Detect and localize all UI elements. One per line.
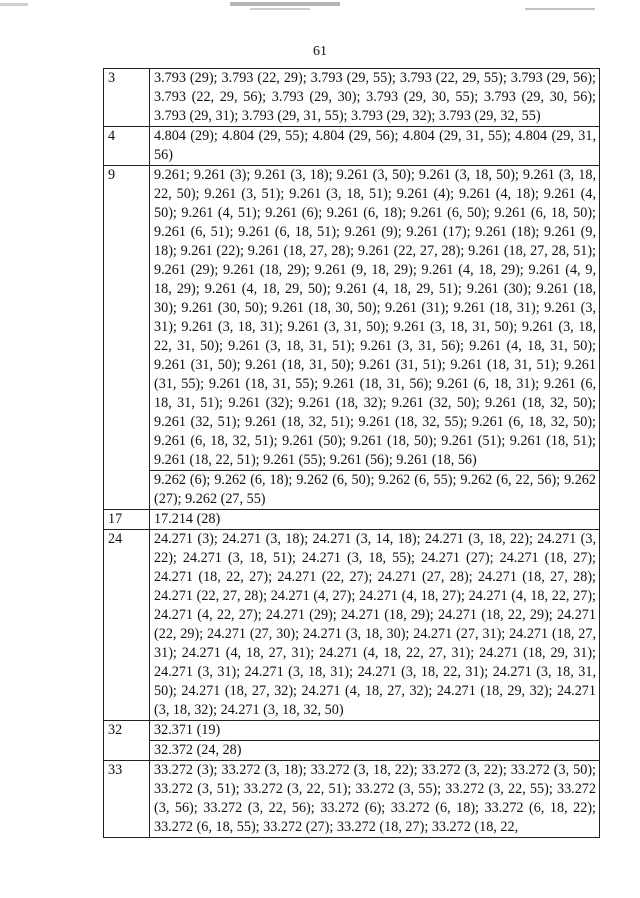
row-values: 9.262 (6); 9.262 (6, 18); 9.262 (6, 50); 9.262 (6, 55); 9.262 (6, 22, 56); 9.262 (27); 9.262 (27, 55) [150, 471, 600, 510]
row-values: 33.272 (3); 33.272 (3, 18); 33.272 (3, 18, 22); 33.272 (3, 22); 33.272 (3, 50); 33.272 (3, 51); 33.272 (3, 22, 51); 33.272 (3, 55); 33.272 (3, 22, 55); 33.272 (3, 56); 33.272 (3, 22, 56); 33.272 (6); 33.272 (6, 18); 33.272 (6, 18, 22); 33.272 (6, 18, 55); 33.272 (27); 33.272 (18, 27); 33.272 (18, 22, [150, 761, 600, 838]
row-code: 17 [104, 510, 150, 530]
table-row [104, 471, 600, 510]
table-row [104, 530, 600, 721]
row-code: 32 [104, 721, 150, 761]
row-code: 9 [104, 166, 150, 510]
row-code: 4 [104, 127, 150, 166]
row-values: 3.793 (29); 3.793 (22, 29); 3.793 (29, 55); 3.793 (22, 29, 55); 3.793 (29, 56); 3.793 (22, 29, 56); 3.793 (29, 30); 3.793 (29, 30, 55); 3.793 (29, 30, 56); 3.793 (29, 31); 3.793 (29, 31, 55); 3.793 (29, 32); 3.793 (29, 32, 55) [150, 69, 600, 127]
row-values: 32.372 (24, 28) [150, 741, 600, 761]
row-values: 17.214 (28) [150, 510, 600, 530]
table-row [104, 741, 600, 761]
scan-artifacts [0, 0, 640, 14]
table-row [104, 69, 600, 127]
table-row [104, 761, 600, 838]
table-row [104, 166, 600, 471]
table-row [104, 510, 600, 530]
row-values: 24.271 (3); 24.271 (3, 18); 24.271 (3, 14, 18); 24.271 (3, 18, 22); 24.271 (3, 22); 24.271 (3, 18, 51); 24.271 (3, 18, 55); 24.271 (27); 24.271 (18, 27); 24.271 (18, 22, 27); 24.271 (22, 27); 24.271 (27, 28); 24.271 (18, 27, 28); 24.271 (22, 27, 28); 24.271 (4, 27); 24.271 (4, 18, 27); 24.271 (4, 18, 22, 27); 24.271 (4, 22, 27); 24.271 (29); 24.271 (18, 29); 24.271 (18, 22, 29); 24.271 (22, 29); 24.271 (27, 30); 24.271 (3, 18, 30); 24.271 (27, 31); 24.271 (18, 27, 31); 24.271 (4, 18, 27, 31); 24.271 (4, 18, 22, 27, 31); 24.271 (18, 29, 31); 24.271 (3, 31); 24.271 (3, 18, 31); 24.271 (3, 18, 22, 31); 24.271 (3, 18, 31, 50); 24.271 (18, 27, 32); 24.271 (4, 18, 27, 32); 24.271 (18, 29, 32); 24.271 (3, 18, 32); 24.271 (3, 18, 32, 50) [150, 530, 600, 721]
row-values: 32.371 (19) [150, 721, 600, 741]
scan-smudge [0, 3, 28, 6]
page-number: 61 [313, 44, 327, 59]
scan-smudge [230, 2, 340, 6]
row-code: 3 [104, 69, 150, 127]
table-row [104, 721, 600, 741]
table-row [104, 127, 600, 166]
scan-smudge [250, 8, 310, 10]
scan-smudge [525, 8, 595, 10]
row-code: 33 [104, 761, 150, 838]
code-table [103, 68, 600, 838]
row-code: 24 [104, 530, 150, 721]
row-values: 4.804 (29); 4.804 (29, 55); 4.804 (29, 56); 4.804 (29, 31, 55); 4.804 (29, 31, 56) [150, 127, 600, 166]
row-values: 9.261; 9.261 (3); 9.261 (3, 18); 9.261 (3, 50); 9.261 (3, 18, 50); 9.261 (3, 18, 22, 50); 9.261 (3, 51); 9.261 (3, 18, 51); 9.261 (4); 9.261 (4, 18); 9.261 (4, 50); 9.261 (4, 51); 9.261 (6); 9.261 (6, 18); 9.261 (6, 50); 9.261 (6, 18, 50); 9.261 (6, 51); 9.261 (6, 18, 51); 9.261 (9); 9.261 (17); 9.261 (18); 9.261 (9, 18); 9.261 (22); 9.261 (18, 27, 28); 9.261 (22, 27, 28); 9.261 (18, 27, 28, 51); 9.261 (29); 9.261 (18, 29); 9.261 (9, 18, 29); 9.261 (4, 18, 29); 9.261 (4, 9, 18, 29); 9.261 (4, 18, 29, 50); 9.261 (4, 18, 29, 51); 9.261 (30); 9.261 (18, 30); 9.261 (30, 50); 9.261 (18, 30, 50); 9.261 (31); 9.261 (18, 31); 9.261 (3, 31); 9.261 (3, 18, 31); 9.261 (3, 31, 50); 9.261 (3, 18, 31, 50); 9.261 (3, 18, 22, 31, 50); 9.261 (3, 18, 31, 51); 9.261 (3, 31, 56); 9.261 (4, 18, 31, 50); 9.261 (31, 50); 9.261 (18, 31, 50); 9.261 (31, 51); 9.261 (18, 31, 51); 9.261 (31, 55); 9.261 (18, 31, 55); 9.261 (18, 31, 56); 9.261 (6, 18, 31); 9.261 (6, 18, 31, 51); 9.261 (32); 9.261 (18, 32); 9.261 (32, 50); 9.261 (18, 32, 50); 9.261 (32, 51); 9.261 (18, 32, 51); 9.261 (18, 32, 55); 9.261 (6, 18, 32, 50); 9.261 (6, 18, 32, 51); 9.261 (50); 9.261 (18, 50); 9.261 (51); 9.261 (18, 51); 9.261 (18, 22, 51); 9.261 (55); 9.261 (56); 9.261 (18, 56) [150, 166, 600, 471]
